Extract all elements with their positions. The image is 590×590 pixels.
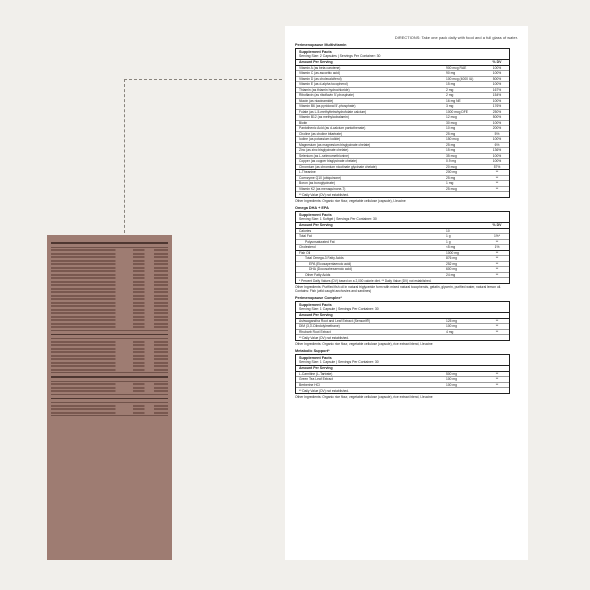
supplement-facts-box [295, 354, 510, 394]
footnote: ** Daily Value (DV) not established. [299, 335, 349, 340]
thumbnail-row [51, 253, 168, 255]
table-cell: 167% [492, 87, 502, 92]
table-cell: 1 g [446, 234, 451, 238]
table-cell: Total Fat [299, 234, 312, 238]
label-thumbnail[interactable] [47, 235, 172, 560]
thumbnail-row [51, 344, 168, 346]
thumbnail-rule [51, 338, 168, 339]
table-cell: 200 mg [446, 170, 457, 174]
thumbnail-row [51, 298, 168, 300]
table-cell: Cholesterol [299, 245, 316, 249]
thumbnail-row [51, 312, 168, 314]
thumbnail-title-line [51, 334, 168, 336]
table-cell: 100 mg [446, 382, 457, 387]
table-cell: Folate (as L-5-methyltetrahydrofolate calcium) [299, 109, 367, 114]
table-cell: 6% [494, 142, 500, 147]
table-cell: Calories [299, 228, 312, 233]
table-cell: ** [495, 267, 499, 271]
table-cell: 1 mg [446, 181, 454, 185]
thumbnail-row [51, 390, 168, 392]
thumbnail-row [51, 351, 168, 353]
thumbnail-row [51, 309, 168, 311]
table-cell: 100% [492, 153, 502, 158]
serving-info: Serving Size: 1 Capsule | Servings Per Container: 30 [299, 307, 379, 311]
header-cell: % DV [492, 223, 502, 227]
table-cell: 100 mg [446, 324, 457, 328]
table-cell: 35 mcg [446, 153, 457, 158]
thumbnail-row [51, 260, 168, 262]
table-cell: ** [495, 377, 499, 381]
table-cell: ** [495, 329, 499, 334]
table-cell: ** [495, 318, 499, 323]
table-cell: 10 [446, 228, 450, 233]
thumbnail-rule [51, 372, 168, 373]
thumbnail-row [51, 302, 168, 304]
thumbnail-title-line [51, 398, 168, 400]
thumbnail-row [51, 326, 168, 328]
table-cell: 100% [492, 71, 502, 75]
section-title: Metabolic Support* [295, 349, 330, 353]
table-cell: DIM (3,3'-Diindolylmethane) [299, 324, 340, 328]
header-cell [446, 223, 488, 228]
table-cell: 5% [494, 131, 500, 136]
table-cell: 136% [492, 148, 502, 152]
table-cell: ** [495, 371, 499, 376]
box-title: Supplement Facts [299, 50, 332, 54]
table-cell: ** [495, 239, 499, 244]
table-cell: 15 mg [446, 82, 456, 86]
table-cell: ** [495, 175, 499, 180]
table-cell: 1%* [493, 234, 501, 238]
table-cell: 252 mg [446, 261, 457, 266]
thumbnail-title-line [51, 242, 168, 244]
table-cell: ** [495, 272, 499, 277]
thumbnail-row [51, 412, 168, 414]
header-cell: Amount Per Serving [299, 313, 333, 317]
header-cell: Amount Per Serving [299, 223, 333, 227]
thumbnail-row [51, 348, 168, 350]
box-header [296, 49, 509, 60]
table-cell: 4 mg [446, 329, 454, 334]
table-cell: 57% [493, 164, 501, 169]
thumbnail-row [51, 288, 168, 290]
table-cell: Vitamin E (as d-alpha tocopherol) [299, 82, 348, 86]
thumbnail-row [51, 249, 168, 251]
table-cell: 100 mcg (4000 IU) [446, 76, 474, 81]
table-cell: ** [495, 256, 499, 260]
table-cell: Chromium (as chromium nicotinate glycinate chelate) [299, 164, 377, 169]
table-cell: Vitamin D (as cholecalciferol) [299, 76, 342, 81]
table-cell: Green Tea Leaf Extract [299, 377, 333, 381]
table-cell: 16 mg NE [446, 98, 461, 103]
table-cell: Total Omega-3 Fatty Acids [305, 256, 344, 260]
table-cell: ** [495, 181, 499, 185]
serving-info: Serving Size: 2 Capsules | Servings Per Container: 30 [299, 54, 381, 58]
table-cell: 150 mcg [446, 137, 459, 141]
table-cell [488, 229, 506, 234]
thumbnail-row [51, 291, 168, 293]
thumbnail-rule [51, 394, 168, 395]
serving-info: Serving Size: 1 Softgel | Servings Per Container: 30 [299, 217, 377, 221]
header-cell [446, 366, 488, 371]
thumbnail-row [51, 316, 168, 318]
thumbnail-rule [51, 330, 168, 331]
header-cell: Amount Per Serving [299, 60, 333, 64]
thumbnail-row [51, 365, 168, 367]
thumbnail-row [51, 281, 168, 283]
table-cell: Coenzyme Q10 (ubiquinone) [299, 175, 342, 180]
thumbnail-row [51, 267, 168, 269]
thumbnail-row [51, 256, 168, 258]
table-cell: 100 mg [446, 377, 457, 381]
table-cell: 25 mg [446, 142, 456, 147]
table-cell: 25 mg [446, 131, 456, 136]
table-cell: 176% [492, 104, 502, 108]
thumbnail-row [51, 270, 168, 272]
thumbnail-row [51, 305, 168, 307]
table-cell: Magnesium (as magnesium bisglycinate chelate) [299, 142, 371, 147]
table-cell: 1000 mg [446, 250, 459, 255]
table-cell: 100% [492, 120, 502, 125]
table-cell: Fish Oil [299, 250, 311, 255]
footnote: ** Daily Value (DV) not established. [299, 388, 349, 393]
directions-text: DIRECTIONS: Take one pack daily with food and a full glass of water. [394, 35, 518, 40]
thumbnail-rule [51, 381, 168, 382]
table-cell: Vitamin K2 (as menaquinone-7) [299, 186, 346, 191]
table-cell: 25 mg [446, 175, 456, 180]
footnote: ** Daily Value (DV) not established. [299, 192, 349, 197]
table-cell: 15 mg [446, 148, 456, 152]
table-cell: 3 mg [446, 104, 454, 108]
table-cell: ** [495, 382, 499, 387]
table-cell: Vitamin B6 (as pyridoxal 5'-phosphate) [299, 104, 356, 108]
table-cell: ** [495, 324, 499, 328]
table-cell: 500% [492, 115, 502, 119]
thumbnail-row [51, 295, 168, 297]
table-cell: 500% [492, 76, 502, 81]
table-cell: 100% [492, 82, 502, 86]
table-cell: Other Fatty Acids [305, 272, 331, 277]
thumbnail-header [47, 235, 172, 239]
other-ingredients: Other Ingredients: Organic rice flour, vegetable cellulose (capsule), rice extract blend, l-leucine [295, 395, 433, 399]
thumbnail-row [51, 355, 168, 357]
connector-line [124, 79, 282, 238]
header-cell [488, 366, 506, 371]
table-cell: Zinc (as zinc bisglycinate chelate) [299, 148, 349, 152]
table-cell: Vitamin A (as beta carotene) [299, 65, 341, 70]
header-cell: Amount Per Serving [299, 366, 333, 370]
table-cell: EPA (Eicosapentaenoic acid) [309, 261, 352, 266]
label-detail-panel [285, 26, 528, 560]
thumbnail-rule [51, 247, 168, 248]
box-title: Supplement Facts [299, 303, 332, 307]
header-cell [488, 313, 506, 318]
table-cell: L-Theanine [299, 170, 316, 174]
table-cell: ** [495, 250, 499, 255]
header-cell: % DV [492, 60, 502, 64]
table-cell: 200% [492, 126, 502, 130]
table-cell: Biotin [299, 120, 308, 125]
table-cell: 1% [494, 245, 500, 249]
table-cell: 1 g [446, 239, 451, 244]
table-cell: ** [495, 261, 499, 266]
thumbnail-title-line [51, 376, 168, 378]
table-cell: 0.9 mg [446, 159, 457, 163]
table-cell: 25 mcg [446, 186, 457, 191]
header-cell [446, 313, 488, 318]
box-header [296, 212, 509, 223]
table-cell: Pantothenic Acid (as d-calcium pantothenate) [299, 126, 366, 130]
thumbnail-row [51, 274, 168, 276]
table-cell: 90 mg [446, 71, 456, 75]
table-cell: Vitamin C (as ascorbic acid) [299, 71, 340, 75]
thumbnail-row [51, 369, 168, 371]
thumbnail-row [51, 387, 168, 389]
table-cell: Rhubarb Root Extract [299, 329, 331, 334]
table-cell: ** [495, 170, 499, 174]
table-cell: 100% [492, 137, 502, 141]
thumbnail-row [51, 405, 168, 407]
box-header [296, 302, 509, 313]
table-cell: 600 mg [446, 267, 457, 271]
table-cell: Riboflavin (as riboflavin 5'-phosphate) [299, 93, 355, 97]
section-title: Perimenopause Multivitamin [295, 43, 347, 47]
footnote: * Percent Daily Values (DV) based on a 2,000 calorie diet. ** Daily Value (DV) not established. [299, 278, 432, 283]
table-cell: Copper (as copper bisglycinate chelate) [299, 159, 358, 163]
serving-info: Serving Size: 1 Capsule | Servings Per Container: 30 [299, 360, 379, 364]
table-cell: 10 mg [446, 126, 456, 130]
supplement-facts-box [295, 301, 510, 341]
box-header [296, 355, 509, 366]
thumbnail-rule [51, 402, 168, 403]
other-ingredients: Other Ingredients: Purified fish oil in natural triglyceride form with mixed natural tocopherols, gelatin, glycerin, purified water, natural lemon oil. Contains: Fish (wild caught anchovies and sardines) [295, 285, 502, 293]
table-cell: 876 mg [446, 256, 457, 260]
table-cell: 20 mcg [446, 164, 457, 169]
thumbnail-row [51, 284, 168, 286]
table-cell: Thiamin (as thiamin hydrochloride) [299, 87, 350, 92]
thumbnail-rule [51, 415, 168, 416]
table-cell: Choline (as choline bitartrate) [299, 131, 343, 136]
table-cell: ** [495, 186, 499, 191]
table-cell: 24 mg [446, 272, 456, 277]
table-cell: Vitamin B12 (as methylcobalamin) [299, 115, 349, 119]
table-cell: 100% [492, 65, 502, 70]
table-cell: 100% [492, 159, 502, 163]
thumbnail-row [51, 277, 168, 279]
table-cell: Niacin (as niacinamide) [299, 98, 334, 103]
table-cell: 125 mg [446, 318, 457, 323]
thumbnail-row [51, 362, 168, 364]
thumbnail-row [51, 319, 168, 321]
table-cell: Selenium (as L-selenomethionine) [299, 153, 350, 158]
other-ingredients: Other Ingredients: Organic rice flour, vegetable cellulose (capsule), rice extract blend, l-leucine [295, 342, 433, 346]
table-cell: 154% [492, 93, 502, 97]
table-cell: 2 mg [446, 93, 454, 97]
table-cell: Berberine HCl [299, 382, 320, 387]
box-title: Supplement Facts [299, 356, 332, 360]
thumbnail-row [51, 323, 168, 325]
section-title: Omega DHA + EPA [295, 206, 329, 210]
thumbnail-row [51, 408, 168, 410]
box-title: Supplement Facts [299, 213, 332, 217]
table-cell: 900 mcg RAE [446, 65, 467, 70]
thumbnail-row [51, 263, 168, 265]
table-cell: Ashwagandha Root and Leaf Extract (Sensoril®) [299, 318, 371, 323]
other-ingredients: Other Ingredients: Organic rice flour, vegetable cellulose (capsule), l-leucine [295, 199, 406, 203]
thumbnail-row [51, 341, 168, 343]
thumbnail-row [51, 383, 168, 385]
table-cell: 500 mg [446, 371, 457, 376]
table-cell: 250% [492, 109, 502, 114]
table-cell: 1000 mcg DFE [446, 109, 468, 114]
table-cell: L-Carnitine (L-Tartrate) [299, 371, 333, 376]
header-cell [446, 60, 488, 65]
table-cell: Boron (as boroglycinate) [299, 181, 335, 185]
table-cell: 100% [492, 98, 502, 103]
thumbnail-row [51, 358, 168, 360]
table-cell: <5 mg [446, 245, 456, 249]
table-cell: Iodine (as potassium iodide) [299, 137, 341, 141]
supplement-facts-box [295, 211, 510, 284]
table-cell: DHA (Docosahexaenoic acid) [309, 267, 353, 271]
table-cell: 2 mg [446, 87, 454, 92]
section-title: Perimenopause Complex* [295, 296, 342, 300]
table-cell: Polyunsaturated Fat [305, 239, 335, 244]
supplement-facts-box [295, 48, 510, 198]
table-cell: 12 mcg [446, 115, 457, 119]
table-cell: 30 mcg [446, 120, 457, 125]
